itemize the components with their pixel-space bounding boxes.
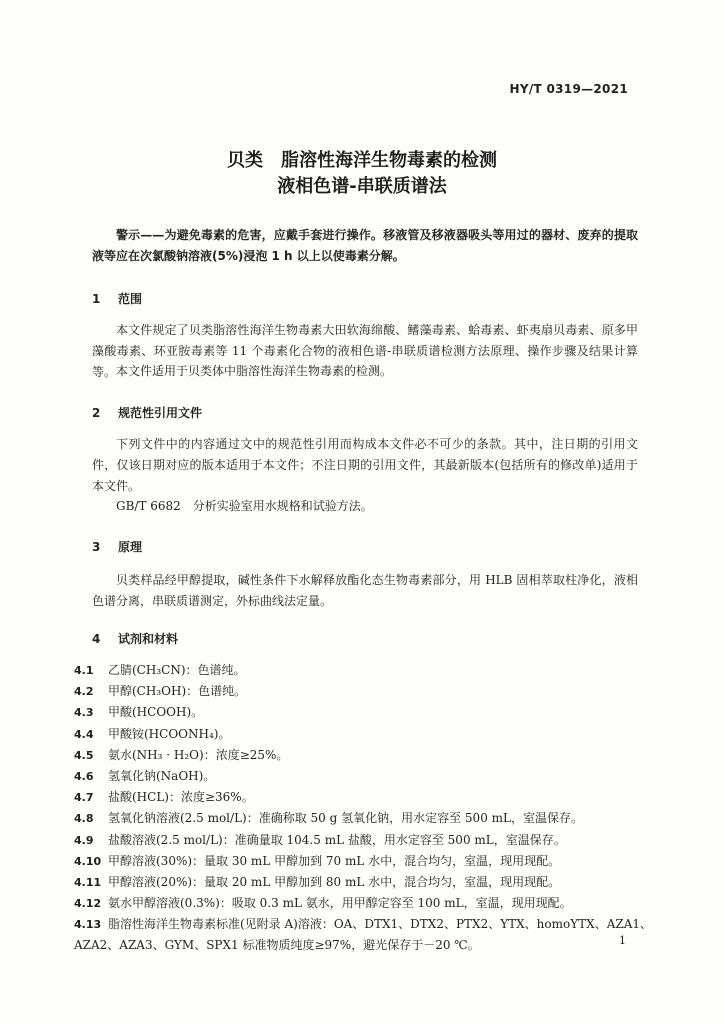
list-item (74, 830, 640, 851)
list-item (74, 660, 640, 681)
item-number: 4.5 (74, 748, 94, 762)
item-number: 4.12 (74, 897, 102, 911)
list-item-continuation (74, 935, 640, 956)
section-number: 3 (92, 540, 101, 554)
item-text: 盐酸(HCL)：浓度≥36%。 (108, 790, 254, 805)
item-number: 4.9 (74, 833, 94, 847)
list-item (74, 766, 640, 787)
list-item (74, 681, 640, 702)
item-number: 4.7 (74, 791, 94, 805)
item-text: 氨水(NH₃ · H₂O)：浓度≥25%。 (108, 747, 289, 762)
item-text: 氢氧化钠溶液(2.5 mol/L)：准确称取 50 g 氢氧化钠，用水定容至 500 mL，室温保存。 (108, 811, 583, 826)
list-item (74, 872, 640, 893)
item-text: 甲醇溶液(20%)：量取 20 mL 甲醇加到 80 mL 水中，混合均匀，室温，现用现配。 (108, 874, 561, 889)
item-number: 4.8 (74, 812, 94, 826)
list-item (74, 745, 640, 766)
scope-paragraph: 本文件规定了贝类脂溶性海洋生物毒素大田软海绵酸、鳍藻毒素、蛤毒素、虾夷扇贝毒素、原多甲藻酸毒素、环亚胺毒素等 11 个毒素化合物的液相色谱-串联质谱检测方法原理、操作步骤及结果计算等。 (92, 323, 638, 379)
item-text: 氢氧化钠(NaOH)。 (108, 768, 216, 783)
list-item (74, 851, 640, 872)
item-text: 乙腈(CH₃CN)：色谱纯。 (108, 663, 246, 677)
section-title: 试剂和材料 (118, 632, 179, 646)
page-number: 1 (619, 934, 626, 947)
list-item (74, 724, 640, 745)
warning-paragraph: 警示——为避免毒素的危害，应戴手套进行操作。移液管及移液器吸头等用过的器材、废弃的提取液等应在次氯酸钠溶液(5%)浸泡 1 h 以上以使毒素分解。 (92, 228, 638, 263)
section-number: 1 (92, 292, 101, 306)
reference-entry: GB/T 6682 分析实验室用水规格和试验方法。 (116, 499, 373, 513)
section-number: 4 (92, 632, 101, 646)
list-item (74, 787, 640, 808)
item-number: 4.11 (74, 875, 102, 889)
standard-number: HY/T 0319—2021 (509, 82, 628, 96)
scope-applicability: 本文件适用于贝类体中脂溶性海洋生物毒素的检测。 (116, 364, 393, 378)
section-number: 2 (92, 406, 101, 420)
item-text: 脂溶性海洋生物毒素标准(见附录 A)溶液：OA、DTX1、DTX2、PTX2、YTX、homoYTX、AZA1、 (108, 917, 653, 932)
item-number: 4.13 (74, 918, 102, 932)
item-text: 甲酸(HCOOH)。 (108, 705, 204, 720)
document-title: 贝类 脂溶性海洋生物毒素的检测 (227, 150, 497, 171)
item-number: 4.2 (74, 685, 94, 699)
item-text: 甲醇(CH₃OH)：色谱纯。 (108, 684, 247, 699)
reagent-list (74, 660, 653, 957)
section-title: 范围 (118, 292, 143, 306)
item-text: 盐酸溶液(2.5 mol/L)：准确量取 104.5 mL 盐酸，用水定容至 500 mL，室温保存。 (108, 832, 566, 847)
section-heading-reagents (92, 630, 178, 647)
section-title: 规范性引用文件 (118, 406, 203, 420)
item-number: 4.4 (74, 727, 94, 741)
item-number: 4.3 (74, 706, 94, 720)
list-item (74, 893, 640, 914)
item-number: 4.10 (74, 854, 102, 868)
section-heading-principle (92, 538, 142, 555)
list-item (74, 808, 640, 829)
references-paragraph: 下列文件中的内容通过文中的规范性引用而构成本文件必不可少的条款。其中，注日期的引用文件，仅该日期对应的版本适用于本文件；不注日期的引用文件，其最新版本(包括所有的修改单)适用于本文件。 (92, 437, 638, 493)
item-number: 4.1 (74, 664, 94, 677)
principle-paragraph: 贝类样品经甲醇提取，碱性条件下水解释放酯化态生物毒素部分，用 HLB 固相萃取柱净化，液相色谱分离，串联质谱测定，外标曲线法定量。 (92, 573, 638, 608)
item-text: 甲醇溶液(30%)：量取 30 mL 甲醇加到 70 mL 水中，混合均匀，室温，现用现配。 (108, 853, 561, 868)
item-text: 甲酸铵(HCOONH₄)。 (108, 726, 231, 741)
section-heading-references (92, 404, 202, 421)
document-subtitle: 液相色谱-串联质谱法 (277, 176, 447, 197)
section-heading-scope (92, 290, 142, 307)
section-title: 原理 (118, 540, 143, 554)
item-number: 4.6 (74, 769, 94, 783)
list-item (74, 702, 640, 723)
item-text: 氨水甲醇溶液(0.3%)：吸取 0.3 mL 氨水，用甲醇定容至 100 mL，室温，现用现配。 (108, 896, 572, 911)
item-text-continued: AZA2、AZA3、GYM、SPX1 标准物质纯度≥97%，避光保存于－20 ℃。 (74, 938, 480, 953)
list-item (74, 914, 653, 935)
